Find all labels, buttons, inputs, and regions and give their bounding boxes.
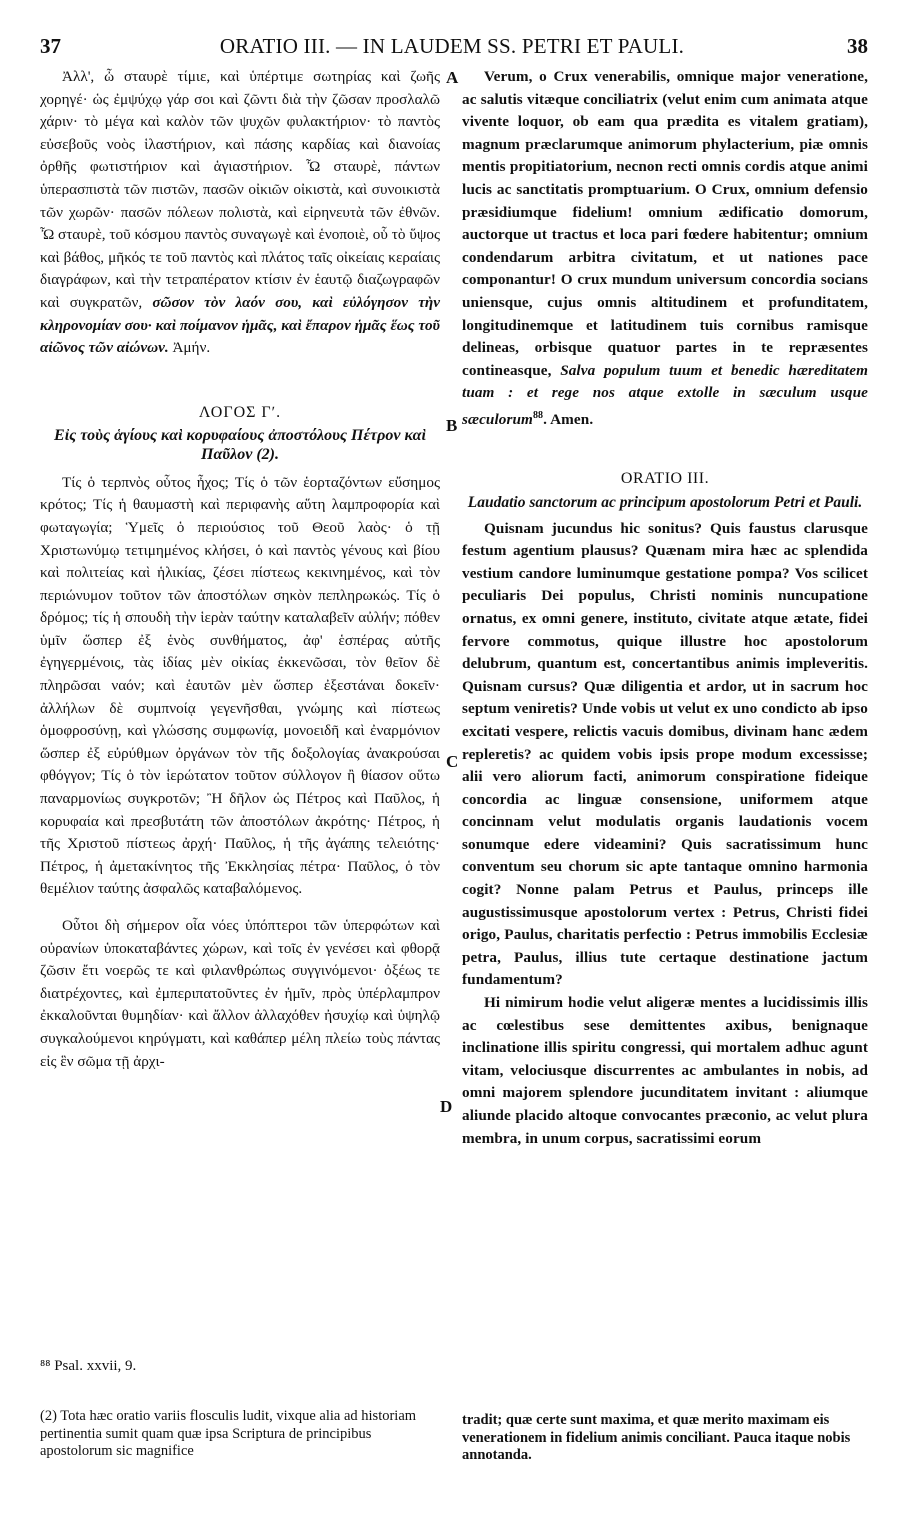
greek-paragraph-2: Τίς ὁ τερπνὸς οὗτος ἦχος; Τίς ὁ τῶν ἑορταζόντων εὔσημος κρότος; Τίς ἡ θαυμαστὴ καὶ περιφανὴς αὕτη λαμπροφορία καὶ φωταγωγία; Ὑμεῖς ὁ περιούσιος τοῦ Θεοῦ λαὸς· ὁ τῇ Χριστωνύμῳ τετιμημένος κλήσει, ὁ καὶ παντὸς γένους καὶ βίου καὶ πολιτείας καὶ ἡλικίας, ζέσει πίστεως κεκινημένος, καὶ τὸν περιώνυμον τοῦτον τῶν ἀποστόλων σηκὸν πεπληρωκώς. Τίς ὁ δρόμος; τίς ἡ σπουδὴ τὴν ἱερὰν ταύτην καταλαβεῖν αὐλήν; πόθεν ὑμῖν ὥσπερ ἐξ ἑνὸς συνθήματος, ἀφ' ἑσπέρας αὐτῆς ἐγηγερμένοις, τὰς ἰδίας μὲν οἰκίας ἐκκενῶσαι, τὸν θεῖον δὲ πληρῶσαι ναόν; καὶ ἑαυτῶν μὲν ὥσπερ ἐξεστάναι δοκεῖν· ἀλλήλων δὲ συμπνοίᾳ γεγενῆσθαι, γνώμης καὶ πίστεως ὁμοφροσύνῃ, καὶ γλώσσης συμφωνίᾳ, μονοειδῆ καὶ ἐναρμόνιον ὥσπερ ἐξ εὐρύθμων ὀργάνων τὸν τῆς δοξολογίας ἀνακρούσαι φθόγγον; Τίς ὁ τὸν ἱερώτατον τοῦτον σύλλογον ἢ θίασον οὕτω παναρμονίως συγκροτῶν; Ἢ δῆλον ὡς Πέτρος καὶ Παῦλος, ἡ κορυφαία καὶ πρεσβυτάτη τῶν ἀποστόλων ἀκρότης· Πέτρος, ἡ τῆς Χριστοῦ πίστεως ἀρχή· Παῦλος, ἡ τῆς ἀγάπης τελειότης· Πέτρος, ἡ ἀμετακίνητος τῆς Ἐκκλησίας πέτρα· Παῦλος, ὁ τὸν θεμέλιον ταύτης ἀσφαλῶς καταβαλόμενος. xyxy=(40,473,440,898)
greek-p1-amen: Ἀμήν. xyxy=(172,339,211,357)
latin-p1-footnote-ref: 88 xyxy=(532,409,544,421)
latin-p1-text: Verum, o Crux venerabilis, omnique major veneratione, ac salutis vitæque conciliatrix (velut enim cum animata atque vivente loquor, ob eam qua prædita es vitalem gratiam), magnum præclarumque animorum phylacterium, piæ omnis mentis propitiatorium, necnon recti omnis cordis atque animi lucis ac sanctitatis promptuarium. O Crux, omnium defensio præsidiumque fidelium! omnium ædificatio domorum, auctorque ut tractus et loca pari fœdere habitentur; omnium condendarum arbitra civitatum, et ut nationes pace componantur! O crux mundum universum concordia socians uniensque, cujus omnis altitudinem et profunditatem, longitudinemque et latitudinem tuis cornibus ramisque delineas, orbisque quatuor partes in te repræsentes contineasque, xyxy=(462,68,868,379)
margin-marker-d: D xyxy=(440,1097,453,1116)
latin-paragraph-1 xyxy=(462,66,868,432)
margin-marker-a: A xyxy=(446,68,459,87)
margin-marker-b: B xyxy=(446,416,458,435)
greek-paragraph-1 xyxy=(40,66,440,360)
footnote-right: tradit; quæ certe sunt maxima, et quæ merito maximam eis venerationem in fidelium animis conciliant. Pauca itaque nobis annotanda. xyxy=(462,1412,851,1463)
greek-heading: ΛΟΓΟΣ Γʹ. xyxy=(198,403,282,421)
latin-subheading: Laudatio sanctorum ac principum apostolorum Petri et Pauli. xyxy=(467,493,863,511)
latin-paragraph-3: Hi nimirum hodie velut aligeræ mentes a lucidissimis illis ac cœlestibus sese demittentes axibus, benignaque inclinatione illis spiritu congressi, qui mortalem adhuc agunt vitam, velociusque discurrentes ac ambulantes in nobis, ad omni majorem splendore jucunditatem invitant : aliumque aliunde placido altoque convocantes præconio, ac velut plura membra, in unum corpus, sacratissimi eorum xyxy=(462,994,868,1147)
latin-column xyxy=(462,66,868,1150)
latin-paragraph-2: Quisnam jucundus hic sonitus? Quis faustus clarusque festum agentium plausus? Quænam mira hæc ac splendida vestium candore luminumque gestatione pompa? Vos scilicet peculiaris Dei populus, Christi nominis nuncupatione ornatus, ex omni genere, instituto, civitate atque ætate, fidei fervore commotus, quique illustre hoc apostolorum delubrum, quantum est, concertantibus animis impleveritis. Quisnam cursus? Quæ diligentia et ardor, ut in sacrum hoc septum veniretis? Unde vobis ut velut ex uno condicto ab ipso excitati vespere, relictis vacuis domibus, divinam hanc ædem repleretis? ac quidem vobis ipsis prope modum excessisse; alii vero aliorum facti, animorum conspiratione fideique concordia ac linguæ consensione, uniformem atque concinnam velut modulatis organis laudationis vocem sonumque edere videamini? Quis sacratissimum hunc conventum seu chorum sic apte tantaque omnino harmonia cogit? Nonne palam Petrus et Paulus, princeps ille augustissimusque apostolorum vertex : Petrus, Christi fidei origo, Paulus, charitatis perfectio : Petrus immobilis Ecclesiæ petra, Paulus, illius tute certaque destinatione jactum fundamentum? xyxy=(462,519,868,989)
greek-column xyxy=(40,66,440,1073)
margin-marker-c: C xyxy=(446,752,459,771)
greek-p1-quote: σῶσον τὸν λαόν σου, καὶ εὐλόγησον τὴν κληρονομίαν σου· καὶ ποίμανον ἡμᾶς, καὶ ἔπαρον ἡμᾶς ἕως τοῦ αἰῶνος τῶν αἰώνων. xyxy=(40,293,441,357)
greek-p1-text: Ἀλλ', ὦ σταυρὲ τίμιε, καὶ ὑπέρτιμε σωτηρίας καὶ ζωῆς χορηγέ· ὡς ἐμψύχῳ γάρ σοι καὶ ζῶντι διὰ τὴν ζῶσαν προσλαλῶ χάριν· τὸ μέγα καὶ καλὸν τῶν ψυχῶν φυλακτήριον· τὸ παντὸς εὐσεβοῦς νοὸς ἱλαστήριον, καὶ πάσης καρδίας καὶ διανοίας ὀρθῆς φωτιστήριον καὶ ἁγιαστήριον. Ὦ σταυρὲ, πάντων ὑπερασπιστὰ τῶν πιστῶν, πασῶν οἰκιῶν οἰκιστὰ, καὶ συνοικιστὰ τῶν χωρῶν· πασῶν πόλεων πολιστὰ, καὶ εἰρηνευτὰ τῶν ἐθνῶν. Ὦ σταυρὲ, τοῦ κόσμου παντὸς συναγωγὲ καὶ ἑνοποιὲ, οὗ τὸ ὕψος καὶ βάθος, μῆκός τε τοῦ παντὸς καὶ πλάτος ταῖς οἰκείαις κεραίαις διαγράφων, καὶ τὴν τετραπέρατον κτίσιν ἐν ἑαυτῷ διαζωγραφῶν καὶ συγκρατῶν, xyxy=(40,68,440,311)
greek-subheading: Εἰς τοὺς ἁγίους καὶ κορυφαίους ἀποστόλους Πέτρον καὶ Παῦλον (2). xyxy=(54,426,426,463)
latin-p1-quote: Salva populum tuum et benedic hæreditatem tuam : et rege nos atque extolle in sæculum usque sæculorum xyxy=(462,361,868,428)
running-header xyxy=(34,34,870,62)
running-title: ORATIO III. — IN LAUDEM SS. PETRI ET PAULI. xyxy=(219,34,685,58)
greek-paragraph-3: Οὗτοι δὴ σήμερον οἷα νόες ὑπόπτεροι τῶν ὑπερφώτων καὶ οὐρανίων ὑποκαταβάντες χώρων, καὶ τοῖς ἐν γενέσει καὶ φθορᾷ ζῶσιν ἔτι νοερῶς τε καὶ φιλανθρώπως συγγινόμενοι· ὀξέως τε διατρέχοντες, καὶ ἐμπεριπατοῦντες ἐν ἡμῖν, πρὸς ὑπέρλαμπρον ἐκκαλοῦνται θυμηδίαν· καὶ ἄλλον ἀλλαχόθεν ἠσυχίῳ καὶ ὑψηλῷ συγκαλούμενοι κηρύγματι, καὶ καθάπερ μέλη πλείω τοὺς πάντας εἰς ἓν σῶμα τῇ ἀρχι- xyxy=(40,917,440,1070)
latin-p1-amen: . Amen. xyxy=(543,410,594,428)
page-number-left: 37 xyxy=(40,34,61,58)
latin-heading: ORATIO III. xyxy=(620,469,710,487)
page-number-right: 38 xyxy=(847,34,868,58)
footnote-left: (2) Tota hæc oratio variis flosculis ludit, vixque alia ad historiam pertinentia sumit quam quæ ipsa Scriptura de principibus apostolorum sic magnifice xyxy=(40,1408,417,1459)
scripture-reference: ⁸⁸ Psal. xxvii, 9. xyxy=(40,1358,137,1374)
